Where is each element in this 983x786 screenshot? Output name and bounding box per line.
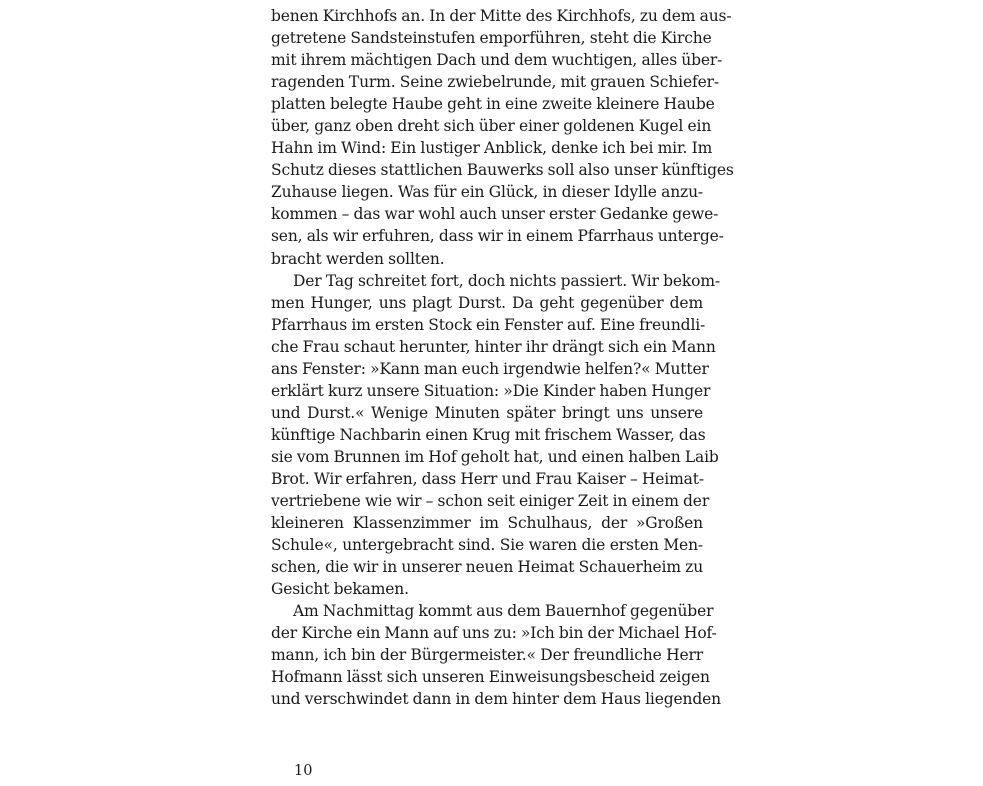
text-line: ragenden Turm. Seine zwiebelrunde, mit grauen Schiefer-	[271, 73, 719, 92]
text-line: kommen – das war wohl auch unser erster Gedanke gewe-	[271, 205, 719, 224]
text-line: Schutz dieses stattlichen Bauwerks soll also unser künftiges	[271, 161, 734, 180]
body-text	[271, 5, 734, 711]
text-line: mit ihrem mächtigen Dach und dem wuchtigen, alles über-	[271, 51, 723, 70]
text-line: erklärt kurz unsere Situation: »Die Kinder haben Hunger	[271, 381, 711, 400]
text-line: über, ganz oben dreht sich über einer goldenen Kugel ein	[271, 117, 712, 136]
text-line: kleineren Klassenzimmer im Schulhaus, der »Großen	[271, 514, 703, 533]
text-line: künftige Nachbarin einen Krug mit frischem Wasser, das	[271, 425, 706, 444]
text-line: Am Nachmittag kommt aus dem Bauernhof gegenüber	[293, 602, 714, 621]
text-line: Schule«, untergebracht sind. Sie waren die ersten Men-	[271, 536, 703, 555]
paragraph-3	[271, 600, 722, 710]
paragraph-2	[271, 270, 720, 601]
text-line: Zuhause liegen. Was für ein Glück, in dieser Idylle anzu-	[271, 183, 703, 202]
text-line: schen, die wir in unserer neuen Heimat Schauerheim zu	[271, 558, 704, 577]
paragraph-1	[271, 5, 734, 270]
text-line: und Durst.« Wenige Minuten später bringt uns unsere	[271, 403, 703, 422]
text-line: men Hunger, uns plagt Durst. Da geht gegenüber dem	[271, 293, 703, 312]
text-line: vertriebene wie wir – schon seit einiger Zeit in einem der	[271, 492, 710, 511]
text-line: mann, ich bin der Bürgermeister.« Der freundliche Herr	[271, 646, 703, 665]
text-line: Hofmann lässt sich unseren Einweisungsbescheid zeigen	[271, 668, 710, 687]
text-line: Hahn im Wind: Ein lustiger Anblick, denke ich bei mir. Im	[271, 139, 713, 158]
text-line: platten belegte Haube geht in eine zweite kleinere Haube	[271, 95, 715, 114]
text-line: Brot. Wir erfahren, dass Herr und Frau Kaiser – Heimat-	[271, 469, 704, 488]
text-line: benen Kirchhofs an. In der Mitte des Kirchhofs, zu dem aus-	[271, 7, 732, 25]
text-line: che Frau schaut herunter, hinter ihr drängt sich ein Mann	[271, 337, 716, 356]
text-line: sie vom Brunnen im Hof geholt hat, und einen halben Laib	[271, 447, 719, 466]
text-line: Der Tag schreitet fort, doch nichts passiert. Wir bekom-	[293, 271, 720, 290]
text-line: sen, als wir erfuhren, dass wir in einem Pfarrhaus unterge-	[271, 227, 724, 246]
text-line: ans Fenster: »Kann man euch irgendwie helfen?« Mutter	[271, 359, 709, 378]
text-line: und verschwindet dann in dem hinter dem Haus liegenden	[271, 690, 722, 709]
text-line: der Kirche ein Mann auf uns zu: »Ich bin der Michael Hof-	[271, 624, 717, 643]
page-number: 10	[294, 763, 313, 779]
text-line: getretene Sandsteinstufen emporführen, steht die Kirche	[271, 29, 712, 48]
text-line: Gesicht bekamen.	[271, 580, 409, 599]
text-line: bracht werden sollten.	[271, 249, 445, 268]
text-line: Pfarrhaus im ersten Stock ein Fenster auf. Eine freundli-	[271, 315, 706, 334]
